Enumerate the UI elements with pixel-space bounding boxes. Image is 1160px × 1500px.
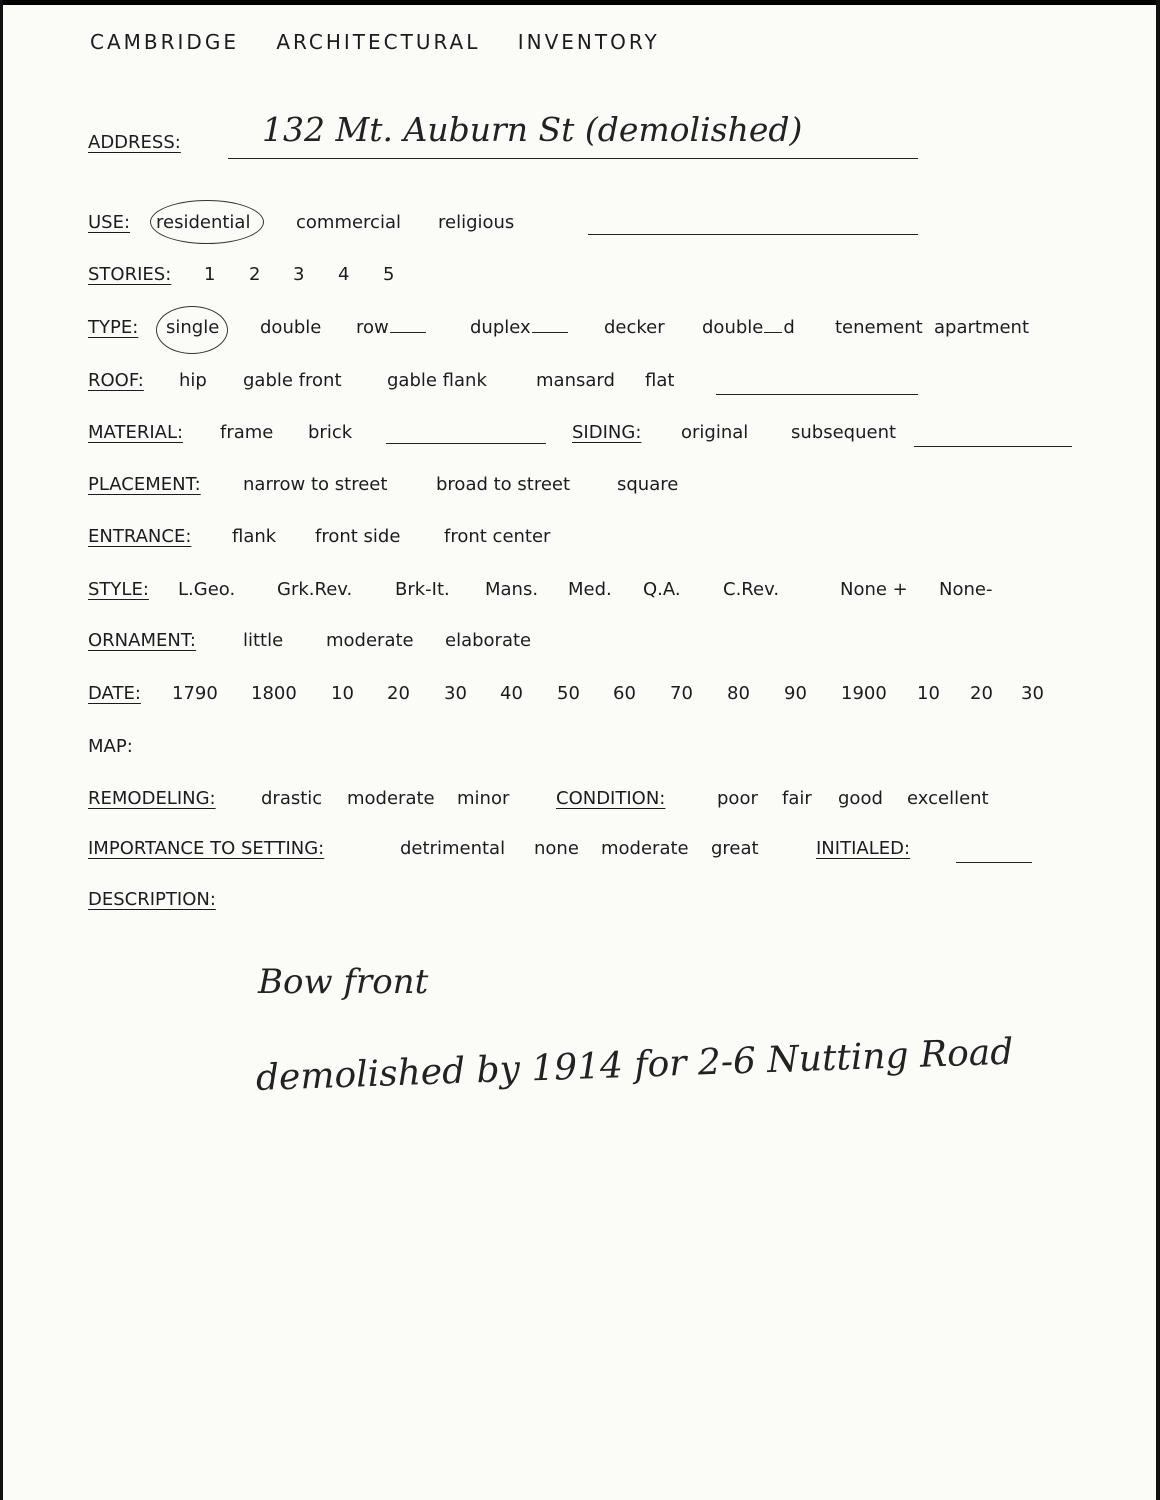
placement-option-square: square <box>617 474 679 495</box>
form-title <box>90 30 688 54</box>
importance-option-moderate: moderate <box>601 838 689 859</box>
type-option-decker: decker <box>604 317 665 338</box>
date-option: 1790 <box>172 683 218 704</box>
stories-option: 5 <box>383 264 395 285</box>
description-label: DESCRIPTION: <box>88 889 216 910</box>
entrance-label: ENTRANCE: <box>88 526 192 547</box>
date-option: 60 <box>613 683 636 704</box>
importance-option-great: great <box>711 838 759 859</box>
style-option: Med. <box>568 579 612 600</box>
type-option-tenement: tenement <box>835 317 923 338</box>
stories-option: 4 <box>338 264 350 285</box>
scan-edge-top <box>0 0 1160 5</box>
title-word: ARCHITECTURAL <box>276 30 481 54</box>
remodeling-label: REMODELING: <box>88 788 216 809</box>
date-label: DATE: <box>88 683 141 704</box>
use-other-line <box>588 234 918 235</box>
roof-option-gable-front: gable front <box>243 370 342 391</box>
date-option: 1900 <box>841 683 887 704</box>
date-option: 70 <box>670 683 693 704</box>
description-note-1: Bow front <box>258 962 429 1002</box>
type-option-double: double <box>260 317 322 338</box>
condition-option-poor: poor <box>717 788 758 809</box>
address-handwritten-value: 132 Mt. Auburn St (demolished) <box>262 110 803 149</box>
condition-option-fair: fair <box>782 788 812 809</box>
date-option: 30 <box>444 683 467 704</box>
placement-option-narrow: narrow to street <box>243 474 388 495</box>
map-label: MAP: <box>88 736 133 757</box>
date-option: 20 <box>387 683 410 704</box>
type-selection-circle <box>156 306 228 354</box>
remodeling-option-minor: minor <box>457 788 510 809</box>
style-option: L.Geo. <box>178 579 236 600</box>
ornament-option-little: little <box>243 630 284 651</box>
scan-edge-right <box>1156 0 1160 1500</box>
date-option: 1800 <box>251 683 297 704</box>
use-label: USE: <box>88 212 131 233</box>
remodeling-option-drastic: drastic <box>261 788 323 809</box>
initialed-label: INITIALED: <box>816 838 911 859</box>
type-option-single: single <box>166 317 220 338</box>
style-option: None + <box>840 579 908 600</box>
remodeling-option-moderate: moderate <box>347 788 435 809</box>
condition-label: CONDITION: <box>556 788 666 809</box>
type-option-row <box>356 317 427 338</box>
use-option-residential: residential <box>156 212 251 233</box>
title-word: INVENTORY <box>517 30 660 54</box>
material-other-line <box>386 443 546 444</box>
style-option: C.Rev. <box>723 579 780 600</box>
material-option-frame: frame <box>220 422 274 443</box>
roof-label: ROOF: <box>88 370 144 391</box>
use-option-religious: religious <box>438 212 515 233</box>
condition-option-excellent: excellent <box>907 788 989 809</box>
title-word: CAMBRIDGE <box>90 30 239 54</box>
importance-option-none: none <box>534 838 579 859</box>
siding-other-line <box>914 446 1072 447</box>
scan-edge-left <box>0 0 3 1500</box>
entrance-option-front-side: front side <box>315 526 401 547</box>
style-option: Q.A. <box>643 579 681 600</box>
date-option: 90 <box>784 683 807 704</box>
entrance-option-flank: flank <box>232 526 277 547</box>
type-double-d-blank <box>764 318 782 333</box>
roof-option-gable-flank: gable flank <box>387 370 487 391</box>
style-option: None- <box>939 579 993 600</box>
type-option-double-d <box>702 317 795 338</box>
date-option: 20 <box>970 683 993 704</box>
roof-option-flat: flat <box>645 370 675 391</box>
address-line <box>228 158 918 159</box>
type-duplex-blank <box>532 318 568 333</box>
stories-option: 1 <box>204 264 216 285</box>
siding-option-original: original <box>681 422 749 443</box>
stories-label: STORIES: <box>88 264 172 285</box>
date-option: 10 <box>917 683 940 704</box>
siding-label: SIDING: <box>572 422 642 443</box>
type-option-apartment: apartment <box>934 317 1030 338</box>
roof-option-hip: hip <box>179 370 207 391</box>
stories-option: 2 <box>249 264 261 285</box>
type-option-duplex-label: duplex <box>470 317 531 338</box>
type-row-blank <box>390 318 426 333</box>
importance-option-detrimental: detrimental <box>400 838 506 859</box>
ornament-option-elaborate: elaborate <box>445 630 532 651</box>
placement-label: PLACEMENT: <box>88 474 201 495</box>
type-option-double-d-label: double <box>702 317 764 338</box>
stories-option: 3 <box>293 264 305 285</box>
style-option: Mans. <box>485 579 539 600</box>
ornament-option-moderate: moderate <box>326 630 414 651</box>
date-option: 10 <box>331 683 354 704</box>
importance-label: IMPORTANCE TO SETTING: <box>88 838 325 859</box>
roof-option-mansard: mansard <box>536 370 615 391</box>
date-option: 30 <box>1021 683 1044 704</box>
type-option-d-label: d <box>783 317 795 338</box>
use-selection-circle <box>150 200 264 244</box>
type-label: TYPE: <box>88 317 139 338</box>
style-option: Grk.Rev. <box>277 579 353 600</box>
date-option: 50 <box>557 683 580 704</box>
address-label: ADDRESS: <box>88 132 181 153</box>
initialed-line <box>956 862 1032 863</box>
style-label: STYLE: <box>88 579 149 600</box>
description-note-2: demolished by 1914 for 2-6 Nutting Road <box>255 1031 1014 1099</box>
condition-option-good: good <box>838 788 883 809</box>
material-option-brick: brick <box>308 422 353 443</box>
ornament-label: ORNAMENT: <box>88 630 196 651</box>
use-option-commercial: commercial <box>296 212 401 233</box>
material-label: MATERIAL: <box>88 422 184 443</box>
type-option-duplex <box>470 317 569 338</box>
siding-option-subsequent: subsequent <box>791 422 897 443</box>
style-option: Brk-It. <box>395 579 450 600</box>
entrance-option-front-center: front center <box>444 526 551 547</box>
type-option-row-label: row <box>356 317 389 338</box>
placement-option-broad: broad to street <box>436 474 571 495</box>
date-option: 80 <box>727 683 750 704</box>
date-option: 40 <box>500 683 523 704</box>
roof-other-line <box>716 394 918 395</box>
